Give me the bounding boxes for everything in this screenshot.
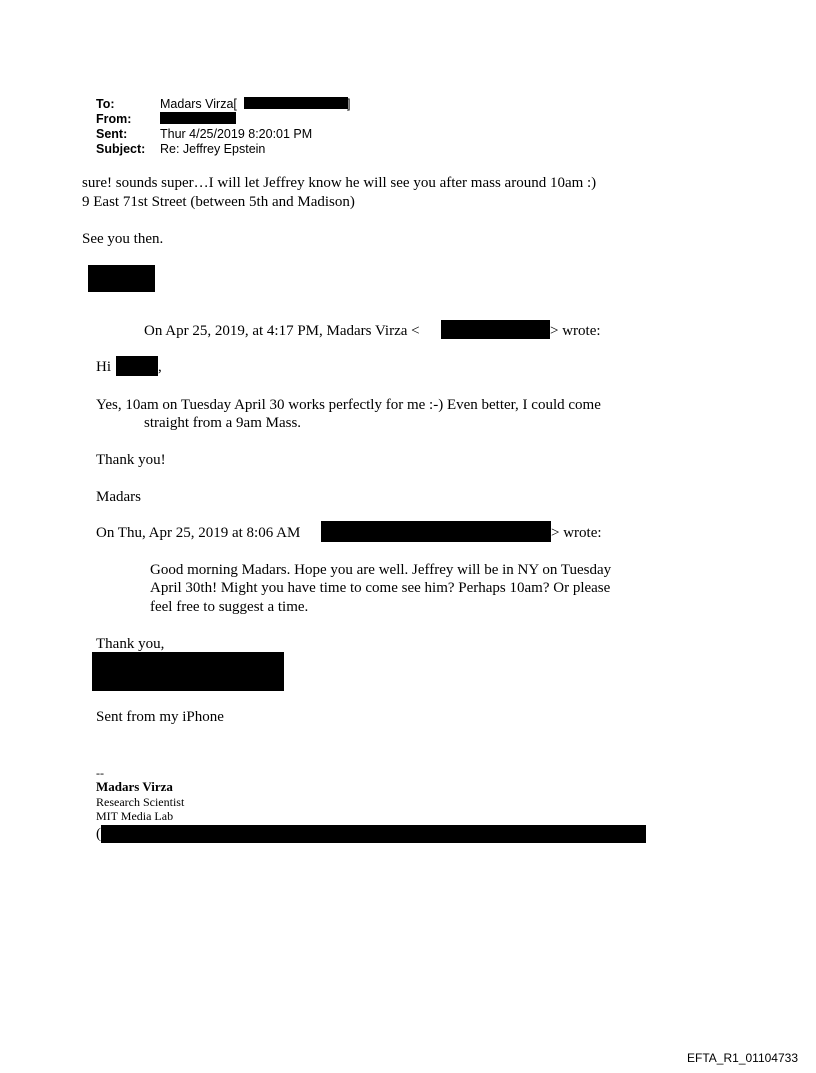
subject-label: Subject: — [96, 142, 146, 156]
quote2-attribution-prefix: On Thu, Apr 25, 2019 at 8:06 AM — [96, 525, 301, 541]
quote1-thanks: Thank you! — [96, 452, 166, 468]
subject-value: Re: Jeffrey Epstein — [160, 142, 266, 156]
quote2-device-line: Sent from my iPhone — [96, 709, 224, 725]
quote2-closing: Thank you, — [96, 636, 165, 652]
quote1-greeting-comma: , — [158, 359, 162, 375]
quote1-attribution-prefix: On Apr 25, 2019, at 4:17 PM, Madars Virza < — [144, 323, 420, 339]
signature-dashes: -- — [96, 766, 104, 780]
sent-label: Sent: — [96, 127, 128, 141]
quote1-greeting: Hi — [96, 359, 111, 375]
signature-title: Research Scientist — [96, 795, 185, 809]
to-value: Madars Virza[ — [160, 97, 237, 111]
quote1-name: Madars — [96, 489, 141, 505]
document-id: EFTA_R1_01104733 — [687, 1051, 798, 1065]
quote1-para-line-1: Yes, 10am on Tuesday April 30 works perfectly for me :-) Even better, I could come — [96, 397, 601, 413]
signature-contact-prefix: ( — [96, 826, 101, 842]
reply-closing: See you then. — [82, 231, 164, 247]
redaction-greeting-name — [116, 356, 158, 376]
signature-name: Madars Virza — [96, 779, 173, 794]
quote2-line-3: feel free to suggest a time. — [150, 599, 309, 615]
redaction-original-sender — [321, 521, 551, 542]
redaction-from — [160, 112, 236, 124]
sent-value: Thur 4/25/2019 8:20:01 PM — [160, 127, 313, 141]
reply-line-1: sure! sounds super…I will let Jeffrey know he will see you after mass around 10am :) — [82, 175, 597, 191]
redaction-original-signature — [92, 652, 284, 691]
quote2-line-1: Good morning Madars. Hope you are well. Jeffrey will be in NY on Tuesday — [150, 562, 612, 578]
quote2-line-2: April 30th! Might you have time to come see him? Perhaps 10am? Or please — [150, 580, 611, 596]
quote1-para-line-2: straight from a 9am Mass. — [144, 415, 302, 431]
quote2-attribution-suffix: > wrote: — [551, 525, 602, 541]
signature-org: MIT Media Lab — [96, 809, 174, 823]
reply-line-2: 9 East 71st Street (between 5th and Madison) — [82, 194, 355, 210]
to-trailing: ] — [347, 97, 351, 111]
quote1-attribution-suffix: > wrote: — [550, 323, 601, 339]
from-label: From: — [96, 112, 132, 126]
redaction-madars-email — [441, 320, 550, 339]
redaction-signature-contact — [101, 825, 646, 843]
to-label: To: — [96, 97, 115, 111]
redaction-sender-signature — [88, 265, 155, 292]
redaction-to-email — [244, 97, 351, 111]
